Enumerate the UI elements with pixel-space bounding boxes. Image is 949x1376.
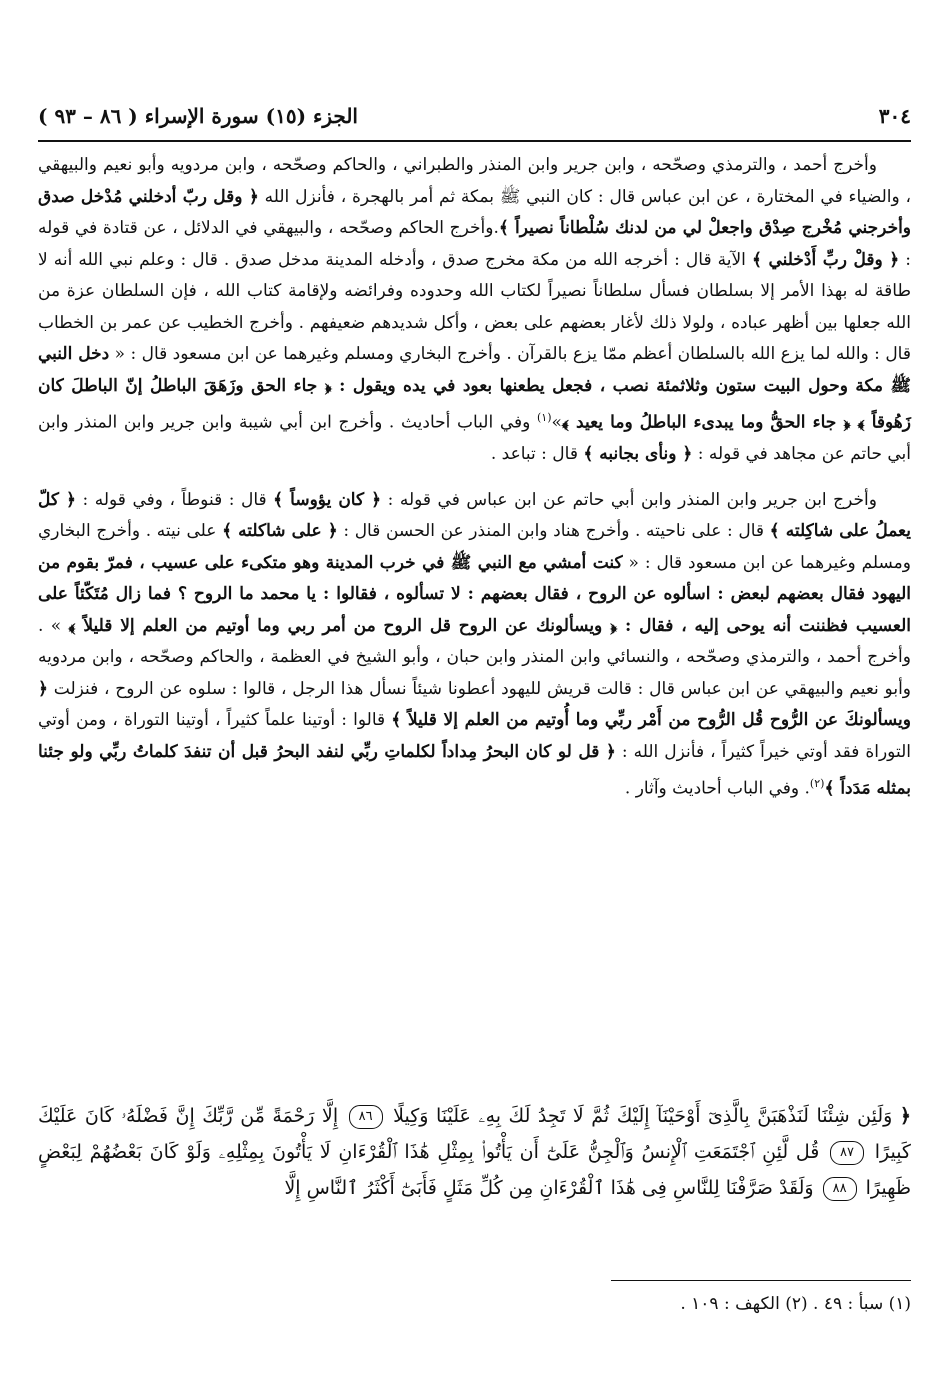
bold-quotation: ﴿ وقلْ ربِّ أَدْخلني ﴾ xyxy=(751,249,900,270)
text-run: وفي الباب أحاديث . وأخرج ابن أبي شيبة وابن جرير وابن المنذر وابن أبي حاتم عن مجاهد في قوله : xyxy=(38,412,911,465)
paragraph xyxy=(38,485,911,806)
verse-text: إِلَّا رَحْمَةً مِّن رَّبِّكَ إِنَّ فَضْلَهُۥ كَانَ عَلَيْكَ كَبِيرًا xyxy=(38,1105,911,1163)
text-run: قالوا : أوتينا علماً كثيراً ، أوتينا التوراة ، ومن أوتي التوراة فقد أوتي خيراً كثيراً ، فأنزل الله : xyxy=(38,710,912,762)
paragraph xyxy=(38,150,911,471)
bold-quotation: ﴿ وقل ربّ أدخلني مُدْخل صدق وأخرجني مُخْرج صِدْق واجعلْ لي من لدنك سُلْطاناً نصيراً ﴾ xyxy=(38,186,912,238)
text-run: وأخرج أحمد ، والترمذي وصحّحه ، وابن جرير وابن المنذر والطبراني ، والحاكم وصحّحه ، وابن مردويه وأبو نعيم والبيهقي ، والضياء في المختارة ، عن ابن عباس قال : كان النبي ﷺ بمكة ثم أمر بالهجرة ، فأنزل الله xyxy=(38,155,912,207)
text-run: قال : على ناحيته . وأخرج هناد وابن المنذر عن الحسن قال : xyxy=(337,521,770,542)
running-title: الجزء (١٥) سورة الإسراء ( ٨٦ – ٩٣ ) xyxy=(38,104,358,128)
text-run: قال : تباعد . xyxy=(490,444,584,465)
ornate-bracket: ﴿ xyxy=(899,1105,911,1127)
commentary-body xyxy=(38,150,911,805)
verse-text: قُل لَّئِنِ ٱجْتَمَعَتِ ٱلْإِنسُ وَٱلْجِنُّ عَلَىٰٓ أَن يَأْتُوا۟ بِمِثْلِ هَٰذَا ٱلْقُرْءَانِ لَا يَأْتُونَ بِمِثْلِهِۦ وَلَوْ كَانَ بَعْضُهُمْ لِبَعْضٍ ظَهِيرًا xyxy=(38,1141,911,1199)
quran-verses-block xyxy=(38,1098,911,1206)
text-run: قال : قنوطاً ، وفي قوله : xyxy=(75,489,274,510)
header-rule xyxy=(38,140,911,142)
ayah-number-marker: ٨٧ xyxy=(830,1141,864,1165)
bold-quotation: ﴿ كان يؤوساً ﴾ xyxy=(273,489,382,510)
text-run: . وفي الباب أحاديث وآثار . xyxy=(624,778,810,799)
bold-quotation: دخل النبي ﷺ مكة وحول البيت ستون وثلاثمئة نصب ، فجعل يطعنها بعود في يده ويقول : ﴿ جاء الحق وزَهَقَ الباطلُ إنّ الباطلَ كان زَهُوقاً ﴾ ﴿ جاء الحقُّ وما يبدىء الباطلُ وما يعيد ﴾ xyxy=(38,344,911,433)
ayah-number-marker: ٨٦ xyxy=(349,1105,383,1129)
text-run: وأخرج ابن جرير وابن المنذر وابن أبي حاتم عن ابن عباس في قوله : xyxy=(381,489,877,510)
text-run: الآية قال : أخرجه الله من مكة مخرج صدق ، وأدخله المدينة مدخل صدق . قال : وعلم نبي الله أنه لا طاقة له بهذا الأمر إلا بسلطان فسأل سلطاناً نصيراً لكتاب الله وحدوده وفرائضه ولإقامة كتاب الله ، فإن السلطان عزة من الله جعلها بين أظهر عباده ، ولولا ذلك لأغار بعضهم على بعض ، وأكل شديدهم ضعيفهم . وأخرج الخطيب عن عمر بن الخطاب قال : والله لما يزع الله بالسلطان أعظم ممّا يزع بالقرآن . وأخرج البخاري ومسلم وغيرهما عن ابن مسعود قال : « xyxy=(38,249,911,364)
bold-quotation: ﴿ ويسألونكَ عن الرُّوح قُل الرُّوح من أَمْر ربِّي وما أُوتيم من العلم إلا قليلاً ﴾ xyxy=(38,678,911,731)
ayah-number-marker: ٨٨ xyxy=(823,1177,857,1201)
bold-quotation: ﴿ على شاكلته ﴾ xyxy=(222,521,338,542)
bold-quotation: ﴿ قل لو كان البحرُ مِداداً لكلماتِ ربِّي لنفد البحرُ قبل أن تنفدَ كلماتُ ربِّي ولو جئنا بمثله مَدَداً ﴾ xyxy=(38,741,911,799)
verse-text: وَلَئِن شِئْنَا لَنَذْهَبَنَّ بِالَّذِىٓ أَوْحَيْنَآ إِلَيْكَ ثُمَّ لَا تَجِدُ لَكَ بِهِۦ عَلَيْنَا وَكِيلًا xyxy=(385,1105,900,1127)
text-run: .وأخرج الحاكم وصحّحه ، والبيهقي في الدلائل ، عن قتادة في قوله : xyxy=(38,218,912,270)
text-run: » . وأخرج أحمد ، والترمذي وصحّحه ، والنسائي وابن المنذر وابن حبان ، وأبو الشيخ في العظمة ، والحاكم وصحّحه ، وابن مردويه وأبو نعيم والبيهقي عن ابن عباس قال : قالت قريش لليهود أعطونا شيئاً نسأل هذا الرجل ، قالوا : سلوه عن الروح ، فنزلت xyxy=(38,615,911,699)
bold-quotation: كنت أمشي مع النبي ﷺ في خرب المدينة وهو متكىء على عسيب ، فمرّ بقوم من اليهود فقال بعضهم لبعض : اسألوه عن الروح ، فقال بعضهم : لا تسألوه ، فقالوا : يا محمد ما الروح ؟ فما زال مُتَكّئاً على العسيب فظننت أنه يوحى إليه ، فقال : ﴿ ويسألونك عن الروح قل الروح من أمر ربي وما أوتيم من العلم إلا قليلاً ﴾ xyxy=(38,552,911,636)
running-head xyxy=(38,98,911,134)
text-run: على نيته . وأخرج البخاري ومسلم وغيرهما عن ابن مسعود قال : « xyxy=(38,521,912,573)
bold-quotation: ﴿ كلّ يعملُ على شاكِلته ﴾ xyxy=(38,489,911,542)
footnote-ref: (١) xyxy=(536,411,552,424)
verse-text: وَلَقَدْ صَرَّفْنَا لِلنَّاسِ فِى هَٰذَا ٱلْقُرْءَانِ مِن كُلِّ مَثَلٍ فَأَبَىٰٓ أَكْثَرُ ٱلنَّاسِ إِلَّا xyxy=(284,1177,820,1199)
bold-quotation: ﴿ ونأى بجانبه ﴾ xyxy=(583,444,693,465)
text-run: » xyxy=(551,412,562,433)
footnotes: (١) سبأ : ٤٩ . (٢) الكهف : ١٠٩ . xyxy=(680,1294,911,1314)
page-number: ٣٠٤ xyxy=(878,104,911,128)
footnote-rule xyxy=(611,1280,911,1281)
footnote-ref: (٢) xyxy=(809,777,825,791)
